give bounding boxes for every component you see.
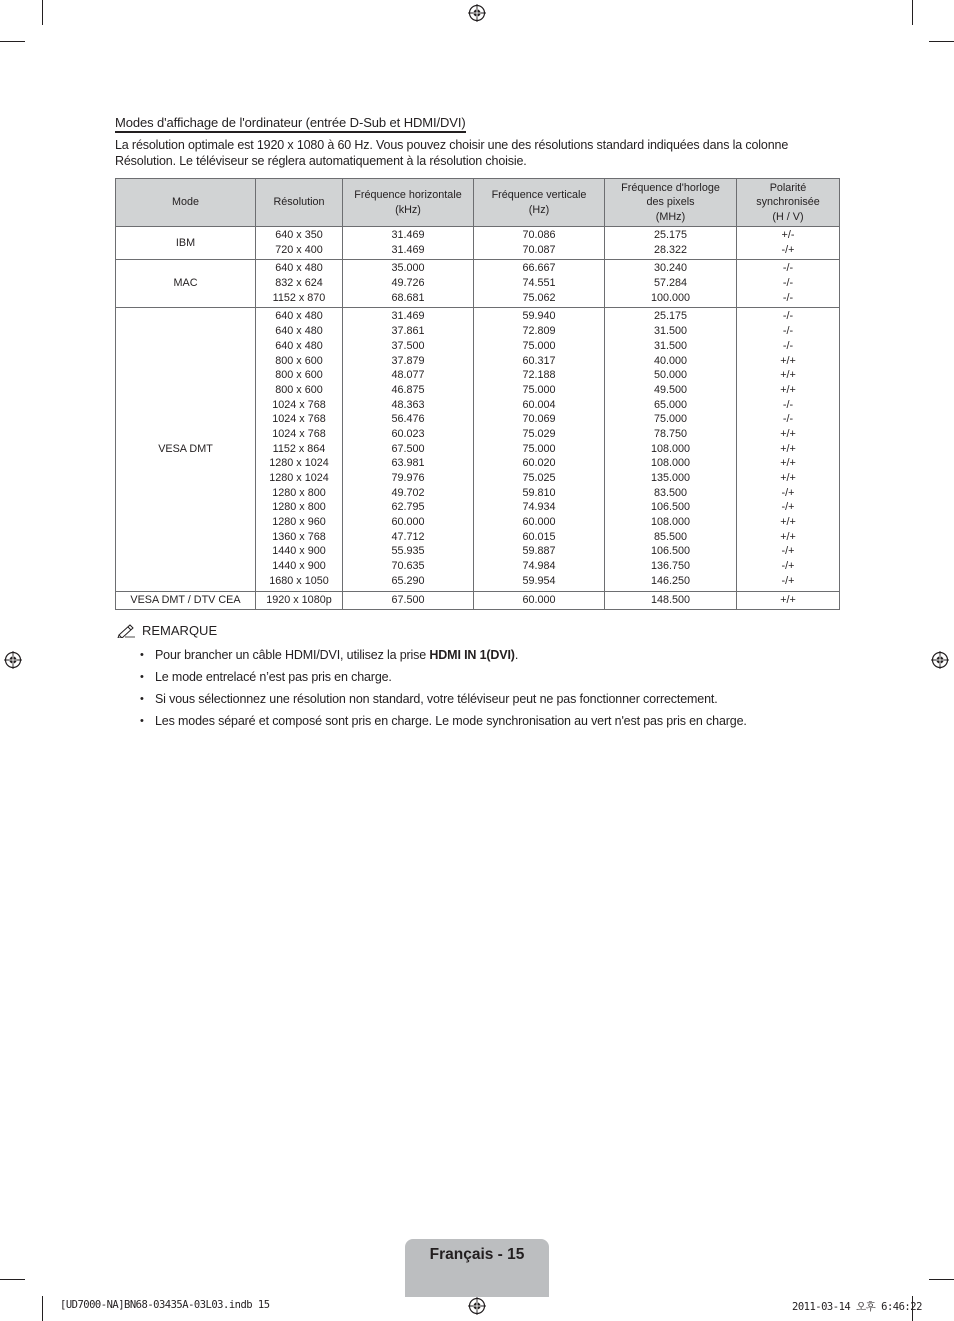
pixel-clock-cell [605, 591, 737, 610]
crop-mark [0, 41, 25, 42]
horizontal-frequency-cell [343, 260, 474, 308]
crop-mark [912, 0, 913, 25]
mode-cell: IBM [116, 227, 256, 260]
cell-value: 59.810 [522, 486, 556, 499]
cell-value: -/+ [781, 486, 795, 499]
cell-value: 60.023 [391, 427, 425, 440]
header-line: Polarité [769, 181, 807, 194]
cell-value: -/- [782, 325, 794, 338]
vertical-frequency-cell [474, 260, 605, 308]
cell-value: 1024 x 768 [272, 398, 326, 411]
cell-value: 70.087 [522, 243, 556, 256]
cell-value: 800 x 600 [275, 369, 323, 382]
note-text: Les modes séparé et composé sont pris en charge. Le mode synchronisation au vert n'est pas pris en charge. [155, 714, 747, 728]
intro-paragraph [115, 137, 845, 169]
cell-value: 1280 x 1024 [269, 457, 329, 470]
header-line: (H / V) [772, 210, 804, 223]
cell-value: -/+ [781, 243, 795, 256]
cell-value: 60.000 [522, 516, 556, 529]
cell-value: +/+ [780, 442, 796, 455]
header-line: Fréquence horizontale [354, 188, 462, 201]
note-text: Pour brancher un câble HDMI/DVI, utilisez la prise [155, 648, 430, 662]
cell-value: 37.500 [391, 339, 425, 352]
cell-value: 30.240 [653, 262, 688, 275]
cell-value: +/- [781, 229, 795, 241]
cell-value: 640 x 350 [275, 229, 323, 241]
cell-value: +/+ [780, 516, 796, 529]
header-horizontal-frequency [343, 179, 474, 227]
registration-mark-icon [931, 651, 949, 669]
cell-value: 59.954 [522, 574, 556, 587]
cell-value: 640 x 480 [275, 310, 323, 323]
cell-value: -/+ [781, 545, 795, 558]
cell-value: 800 x 600 [275, 354, 323, 367]
cell-value: 75.029 [522, 427, 556, 440]
cell-value: 37.861 [391, 325, 425, 338]
registration-mark-icon [468, 4, 486, 22]
note-heading [117, 623, 217, 638]
cell-value: 66.667 [522, 262, 556, 275]
mode-cell: VESA DMT / DTV CEA [116, 591, 256, 610]
cell-value: -/- [782, 277, 794, 290]
cell-value: -/+ [781, 574, 795, 587]
cell-value: 640 x 480 [275, 262, 323, 275]
header-mode [116, 179, 256, 227]
cell-value: 75.025 [522, 472, 556, 484]
cell-value: 60.015 [522, 530, 556, 543]
cell-value: 720 x 400 [275, 243, 323, 256]
cell-value: 31.500 [653, 325, 688, 338]
cell-value: 70.635 [391, 560, 425, 573]
crop-mark [929, 41, 954, 42]
cell-value: +/+ [780, 472, 796, 484]
header-line: (Hz) [528, 203, 550, 216]
cell-value: 59.940 [522, 310, 556, 323]
cell-value: 1680 x 1050 [269, 574, 329, 587]
cell-value: 83.500 [653, 486, 688, 499]
horizontal-frequency-cell [343, 591, 474, 610]
cell-value: 31.469 [391, 229, 425, 241]
intro-line: Résolution. Le téléviseur se réglera automatiquement à la résolution choisie. [115, 154, 527, 168]
horizontal-frequency-cell [343, 308, 474, 591]
page-number-tab [405, 1239, 549, 1297]
print-timestamp: 2011-03-14 오후 6:46:22 [792, 1301, 922, 1313]
cell-value: -/- [782, 291, 794, 304]
cell-value: +/+ [780, 383, 796, 396]
cell-value: 56.476 [391, 413, 425, 426]
cell-value: 60.000 [522, 593, 556, 606]
pencil-note-icon [117, 623, 136, 638]
pixel-clock-cell [605, 227, 737, 260]
sync-polarity-cell [737, 227, 840, 260]
file-info: [UD7000-NA]BN68-03435A-03L03.indb 15 [60, 1299, 270, 1311]
cell-value: 148.500 [650, 593, 691, 606]
cell-value: 640 x 480 [275, 339, 323, 352]
cell-value: 75.000 [653, 413, 688, 426]
header-resolution [256, 179, 343, 227]
resolution-cell [256, 227, 343, 260]
cell-value: 25.175 [653, 229, 688, 241]
cell-value: 75.000 [522, 339, 556, 352]
cell-value: 57.284 [653, 277, 688, 290]
cell-value: 63.981 [391, 457, 425, 470]
cell-value: 78.750 [653, 427, 688, 440]
cell-value: 85.500 [653, 530, 688, 543]
cell-value: 47.712 [391, 530, 425, 543]
cell-value: 48.363 [391, 398, 425, 411]
intro-line: La résolution optimale est 1920 x 1080 à 60 Hz. Vous pouvez choisir une des résolutions standard indiquées dans la colonne [115, 138, 789, 152]
header-vertical-frequency [474, 179, 605, 227]
cell-value: 37.879 [391, 354, 425, 367]
crop-mark [42, 0, 43, 25]
cell-value: 49.726 [391, 277, 425, 290]
cell-value: -/- [782, 398, 794, 411]
cell-value: 49.702 [391, 486, 425, 499]
mode-cell: MAC [116, 260, 256, 308]
cell-value: 1440 x 900 [272, 560, 326, 573]
cell-value: 1280 x 800 [272, 501, 326, 514]
resolution-cell [256, 308, 343, 591]
header-line: Mode [171, 196, 199, 209]
cell-value: 1920 x 1080p [266, 593, 332, 606]
cell-value: 48.077 [391, 369, 425, 382]
crop-mark [929, 1279, 954, 1280]
cell-value: 1280 x 800 [272, 486, 326, 499]
cell-value: 640 x 480 [275, 325, 323, 338]
cell-value: 60.317 [522, 354, 556, 367]
cell-value: 65.000 [653, 398, 688, 411]
cell-value: 67.500 [391, 442, 425, 455]
note-text: Si vous sélectionnez une résolution non standard, votre téléviseur peut ne pas fonctionner correctement. [155, 692, 718, 706]
cell-value: +/+ [780, 369, 796, 382]
cell-value: 65.290 [391, 574, 425, 587]
cell-value: 74.934 [522, 501, 556, 514]
crop-mark [42, 1296, 43, 1321]
registration-mark-icon [4, 651, 22, 669]
cell-value: 75.000 [522, 383, 556, 396]
resolution-cell [256, 591, 343, 610]
table-row [116, 591, 840, 610]
cell-value: 108.000 [650, 457, 691, 470]
cell-value: +/+ [780, 457, 796, 470]
section-title: Modes d'affichage de l'ordinateur (entrée D-Sub et HDMI/DVI) [115, 115, 466, 133]
cell-value: 74.551 [522, 277, 556, 290]
cell-value: 49.500 [653, 383, 688, 396]
cell-value: 1440 x 900 [272, 545, 326, 558]
note-text: . [514, 648, 519, 662]
note-list [140, 645, 860, 733]
cell-value: 70.086 [522, 229, 556, 241]
cell-value: 136.750 [650, 560, 691, 573]
cell-value: 106.500 [650, 501, 691, 514]
header-line: (MHz) [655, 210, 686, 223]
cell-value: +/+ [780, 427, 796, 440]
vertical-frequency-cell [474, 308, 605, 591]
header-line: des pixels [646, 196, 695, 209]
cell-value: 68.681 [391, 291, 425, 304]
header-pixel-clock [605, 179, 737, 227]
note-text: Le mode entrelacé n’est pas pris en charge. [155, 670, 392, 684]
cell-value: -/+ [781, 560, 795, 573]
page-label: Français - 15 [429, 1246, 525, 1263]
cell-value: 1152 x 864 [272, 442, 326, 455]
cell-value: 59.887 [522, 545, 556, 558]
cell-value: 28.322 [653, 243, 688, 256]
cell-value: 72.809 [522, 325, 556, 338]
cell-value: 55.935 [391, 545, 425, 558]
cell-value: 832 x 624 [275, 277, 323, 290]
cell-value: 67.500 [391, 593, 425, 606]
header-line: (kHz) [395, 203, 421, 216]
cell-value: 40.000 [653, 354, 688, 367]
cell-value: -/+ [781, 501, 795, 514]
cell-value: +/+ [780, 593, 796, 606]
table-row [116, 260, 840, 308]
crop-mark [0, 1279, 25, 1280]
cell-value: 60.004 [522, 398, 556, 411]
cell-value: -/- [782, 339, 794, 352]
cell-value: 135.000 [650, 472, 691, 484]
cell-value: -/- [782, 310, 794, 323]
cell-value: 100.000 [650, 291, 691, 304]
cell-value: 35.000 [391, 262, 425, 275]
resolution-cell [256, 260, 343, 308]
sync-polarity-cell [737, 260, 840, 308]
cell-value: 1280 x 1024 [269, 472, 329, 484]
cell-value: 70.069 [522, 413, 556, 426]
cell-value: 31.500 [653, 339, 688, 352]
header-line: Résolution [273, 196, 325, 209]
vertical-frequency-cell [474, 591, 605, 610]
cell-value: 62.795 [391, 501, 425, 514]
registration-mark-icon [468, 1297, 486, 1315]
display-modes-table [115, 178, 840, 610]
cell-value: 72.188 [522, 369, 556, 382]
header-sync-polarity [737, 179, 840, 227]
sync-polarity-cell [737, 591, 840, 610]
header-line: Fréquence d'horloge [621, 181, 720, 194]
cell-value: 79.976 [391, 472, 425, 484]
sync-polarity-cell [737, 308, 840, 591]
note-heading-text: REMARQUE [142, 623, 218, 638]
mode-cell: VESA DMT [116, 308, 256, 591]
cell-value: 74.984 [522, 560, 556, 573]
vertical-frequency-cell [474, 227, 605, 260]
cell-value: 108.000 [650, 516, 691, 529]
cell-value: +/+ [780, 530, 796, 543]
table-row [116, 308, 840, 591]
cell-value: 75.062 [522, 291, 556, 304]
table-row [116, 227, 840, 260]
cell-value: 106.500 [650, 545, 691, 558]
cell-value: 50.000 [653, 369, 688, 382]
cell-value: 75.000 [522, 442, 556, 455]
pixel-clock-cell [605, 260, 737, 308]
cell-value: 1360 x 768 [272, 530, 326, 543]
cell-value: 1024 x 768 [272, 427, 326, 440]
cell-value: 31.469 [391, 310, 425, 323]
cell-value: 108.000 [650, 442, 691, 455]
cell-value: 60.020 [522, 457, 556, 470]
cell-value: 1280 x 960 [272, 516, 326, 529]
cell-value: 31.469 [391, 243, 425, 256]
table-header-row [116, 179, 840, 227]
cell-value: -/- [782, 262, 794, 275]
note-port-name: HDMI IN 1(DVI) [429, 648, 515, 662]
list-item [140, 667, 860, 689]
cell-value: 1024 x 768 [272, 413, 326, 426]
list-item [140, 689, 860, 711]
list-item [140, 645, 860, 667]
list-item [140, 711, 860, 733]
cell-value: 46.875 [391, 383, 425, 396]
cell-value: 1152 x 870 [272, 291, 326, 304]
cell-value: +/+ [780, 354, 796, 367]
cell-value: 60.000 [391, 516, 425, 529]
header-line: Fréquence verticale [491, 188, 587, 201]
cell-value: 25.175 [653, 310, 688, 323]
pixel-clock-cell [605, 308, 737, 591]
cell-value: 146.250 [650, 574, 691, 587]
table-body [116, 227, 840, 610]
header-line: synchronisée [756, 196, 820, 209]
cell-value: 800 x 600 [275, 383, 323, 396]
horizontal-frequency-cell [343, 227, 474, 260]
cell-value: -/- [782, 413, 794, 426]
